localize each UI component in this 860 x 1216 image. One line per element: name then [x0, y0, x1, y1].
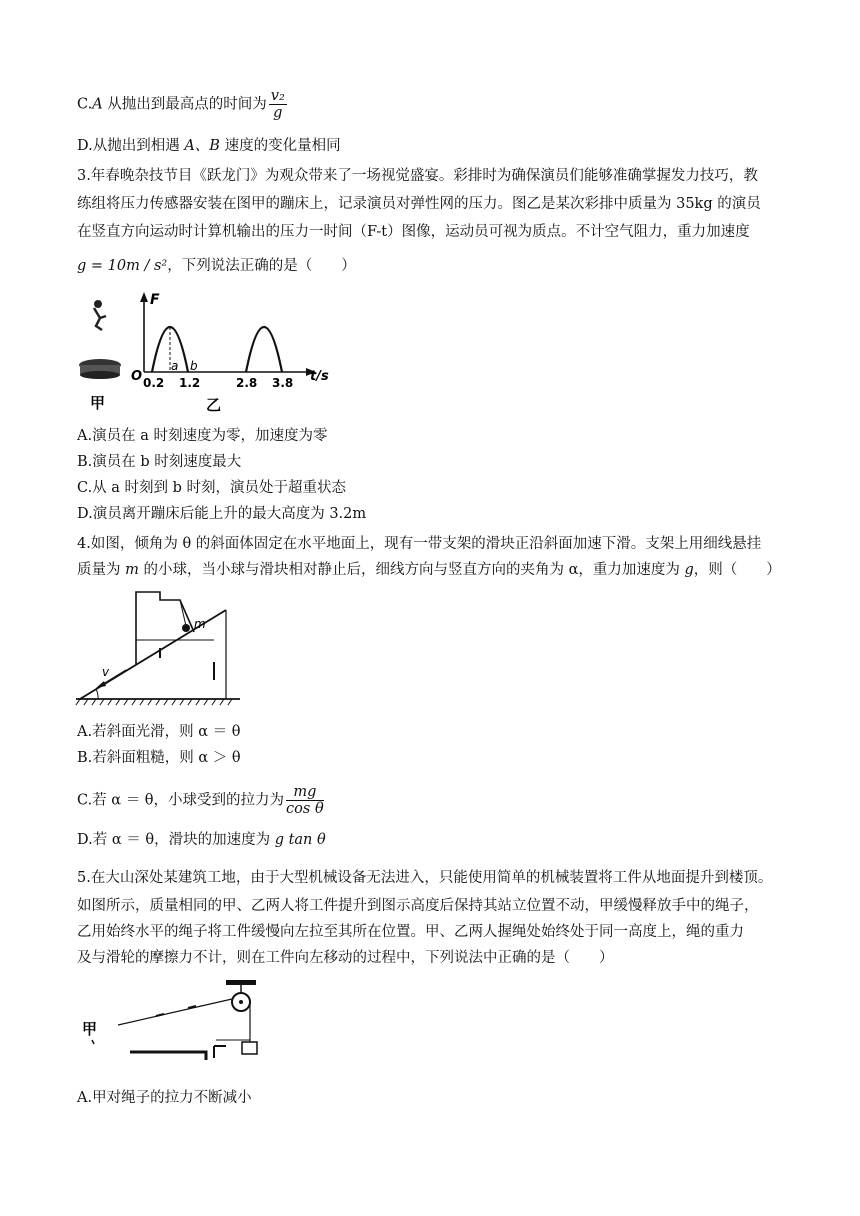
q4-option-c [77, 784, 324, 817]
trampoline-icon [79, 359, 121, 379]
q3-option-c: C.从 a 时刻到 b 时刻，演员处于超重状态 [77, 480, 347, 496]
numerator: v₂ [270, 88, 285, 104]
option-text: D.从抛出到相遇 [77, 138, 185, 154]
option-text: 速度的变化量相同 [219, 138, 341, 154]
q3-stem-line-4 [77, 256, 356, 276]
q3-option-b: B.演员在 b 时刻速度最大 [77, 454, 242, 470]
option-label: C. [77, 96, 93, 113]
force-pulse-2 [246, 327, 282, 372]
velocity-arrow-head [96, 681, 106, 688]
pulley-axle [239, 1000, 243, 1004]
origin-label: O [131, 369, 143, 384]
axis-label-f: F [150, 292, 160, 308]
angle-arc [96, 689, 98, 699]
q2-option-d [77, 136, 341, 156]
q3-stem-line-2: 练组将压力传感器安装在图甲的蹦床上，记录演员对弹性网的压力。图乙是某次彩排中质量为 35kg 的演员 [77, 196, 761, 212]
formula-g: g = 10m / s² [77, 258, 168, 274]
fraction-mg-over-cos [286, 784, 324, 817]
denominator: g [273, 105, 283, 121]
q5-option-a: A.甲对绳子的拉力不断减小 [77, 1090, 252, 1106]
denominator: cos θ [286, 801, 324, 817]
tick-2-8: 2.8 [236, 376, 258, 390]
mark-a: a [171, 359, 179, 373]
q4-stem-line-2 [77, 560, 781, 580]
tick-3-8: 3.8 [272, 376, 294, 390]
ground-hatching [76, 699, 232, 705]
numerator: mg [286, 784, 324, 801]
q4-option-a: A.若斜面光滑，则 α ＝ θ [77, 724, 241, 740]
fig-label-v: v [102, 665, 110, 679]
q3-option-a: A.演员在 a 时刻速度为零，加速度为零 [77, 428, 328, 444]
ball [182, 624, 190, 632]
q5-stem-line-4: 及与滑轮的摩擦力不计，则在工件向左移动的过程中，下列说法中正确的是（ ） [77, 950, 614, 966]
option-text: 从抛出到最高点的时间为 [102, 96, 267, 113]
symbol-a: A [92, 96, 103, 113]
f-axis-arrow [140, 292, 148, 302]
option-text: D.若 α ＝ θ，滑块的加速度为 [77, 832, 275, 848]
building-floor [130, 1052, 206, 1060]
label-jia: 甲 [90, 394, 106, 412]
stem-text: 的小球，当小球与滑块相对静止后，细线方向与竖直方向的夹角为 α，重力加速度为 [138, 562, 685, 578]
mark-b: b [190, 359, 198, 373]
q3-stem-line-1: 3.年春晚杂技节目《跃龙门》为观众带来了一场视觉盛宴。彩排时为确保演员们能够准确掌握发力技巧，教 [77, 168, 758, 184]
tick-0-2: 0.2 [143, 376, 165, 390]
label-yi: 乙 [206, 396, 222, 414]
stem-text: ，则（ ） [693, 562, 781, 578]
acrobat-icon [94, 300, 106, 330]
q5-stem-line-2: 如图所示，质量相同的甲、乙两人将工件提升到图示高度后保持其站立位置不动，甲缓慢释放手中的绳子， [77, 898, 759, 914]
q4-figure [74, 588, 244, 708]
person-mark [92, 1040, 94, 1044]
symbol-ab: A、B [184, 138, 220, 154]
q5-figure [76, 978, 286, 1060]
fraction-v2-over-g [269, 88, 287, 121]
q4-option-b: B.若斜面粗糙，则 α ＞ θ [77, 750, 241, 766]
ceiling-mount [226, 980, 256, 985]
rope-jia [118, 999, 232, 1025]
option-text: C.若 α ＝ θ，小球受到的拉力为 [77, 792, 285, 809]
workpiece [242, 1042, 257, 1054]
rope-mark [156, 1014, 164, 1016]
q5-stem-line-1: 5.在大山深处某建筑工地，由于大型机械设备无法进入，只能使用简单的机械装置将工件从地面提升到楼顶。 [77, 870, 773, 886]
axis-label-t: t/s [310, 369, 329, 384]
q3-option-d: D.演员离开蹦床后能上升的最大高度为 3.2m [77, 506, 367, 522]
fig-label-m: m [194, 617, 206, 631]
q4-option-d [77, 830, 326, 850]
q4-stem-line-1: 4.如图，倾角为 θ 的斜面体固定在水平地面上，现有一带支架的滑块正沿斜面加速下滑。支架上用细线悬挂 [77, 536, 762, 552]
formula-g-tan: g tan θ [274, 832, 326, 848]
symbol-g: g [684, 562, 694, 578]
q5-stem-line-3: 乙用始终水平的绳子将工件缓慢向左拉至其所在位置。甲、乙两人握绳处始终处于同一高度上，绳的重力 [77, 924, 744, 940]
symbol-m: m [125, 562, 139, 578]
stem-text: ，下列说法正确的是（ ） [167, 258, 356, 274]
q2-option-c [77, 88, 287, 121]
stem-text: 质量为 [77, 562, 126, 578]
tick-1-2: 1.2 [179, 376, 201, 390]
q3-stem-line-3: 在竖直方向运动时计算机输出的压力一时间（F-t）图像，运动员可视为质点。不计空气阻力，重力加速度 [77, 224, 750, 240]
fig-label-jia: 甲 [82, 1020, 98, 1038]
q3-figure [76, 290, 346, 415]
